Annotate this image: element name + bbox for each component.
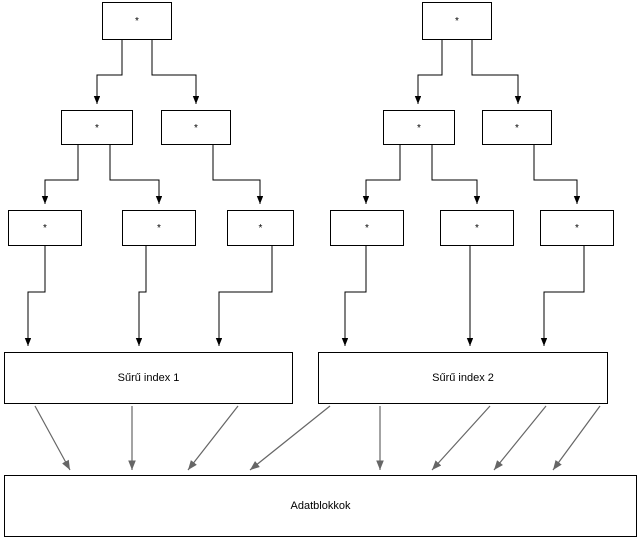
node-label: * — [95, 122, 99, 134]
data-blocks-label: Adatblokkok — [290, 499, 351, 512]
node-label: * — [515, 122, 519, 134]
edge-index2-to-data-1 — [250, 406, 330, 470]
node-label: * — [135, 16, 139, 27]
tree2-level3-node-1 — [330, 210, 404, 246]
edge-t1-l3a-to-index — [28, 246, 45, 346]
tree2-root-node — [422, 2, 492, 40]
node-label: * — [194, 122, 198, 134]
tree1-root-node — [102, 2, 172, 40]
edge-t2-root-to-l2a — [418, 40, 442, 104]
tree1-level3-node-1 — [8, 210, 82, 246]
edge-t2-l3a-to-index — [345, 246, 366, 346]
edge-index1-to-data-3 — [188, 406, 238, 470]
data-blocks-box — [4, 475, 637, 537]
dense-index-1-label: Sűrű index 1 — [117, 371, 180, 384]
edge-t1-l2a-to-l3a — [45, 145, 78, 204]
dense-index-2-box — [318, 352, 608, 404]
tree1-level3-node-3 — [227, 210, 294, 246]
node-label: * — [475, 223, 479, 234]
edge-t2-l2a-to-l3a — [366, 145, 400, 204]
node-label: * — [157, 223, 161, 234]
tree2-level2-node-2 — [482, 110, 552, 145]
edge-t2-l2a-to-l3b — [432, 145, 477, 204]
tree1-level2-node-2 — [161, 110, 231, 145]
dense-index-2-label: Sűrű index 2 — [432, 371, 494, 384]
tree2-level2-node-1 — [383, 110, 455, 145]
edge-index2-to-data-4 — [494, 406, 546, 470]
node-label: * — [43, 223, 47, 234]
edge-index1-to-data-1 — [35, 406, 70, 470]
node-label: * — [417, 122, 421, 134]
edge-t2-l2b-to-l3c — [534, 145, 577, 204]
node-label: * — [455, 16, 459, 27]
tree2-level3-node-3 — [540, 210, 614, 246]
node-label: * — [258, 223, 263, 234]
edge-index2-to-data-5 — [553, 406, 600, 470]
edge-t1-l3c-to-index — [219, 246, 272, 346]
edge-t1-l3b-to-index — [139, 246, 146, 346]
tree2-level3-node-2 — [440, 210, 514, 246]
node-label: * — [365, 223, 369, 234]
node-label: * — [575, 223, 579, 234]
edge-t1-root-to-l2b — [152, 40, 196, 104]
edge-t1-l2b-to-l3c — [213, 145, 260, 204]
tree1-level3-node-2 — [122, 210, 196, 246]
edge-t2-root-to-l2b — [472, 40, 518, 104]
edge-t1-root-to-l2a — [97, 40, 122, 104]
dense-index-1-box — [4, 352, 293, 404]
tree1-level2-node-1 — [61, 110, 133, 145]
edge-t2-l3c-to-index — [544, 246, 584, 346]
edge-index2-to-data-3 — [432, 406, 490, 470]
edge-t1-l2a-to-l3b — [110, 145, 159, 204]
